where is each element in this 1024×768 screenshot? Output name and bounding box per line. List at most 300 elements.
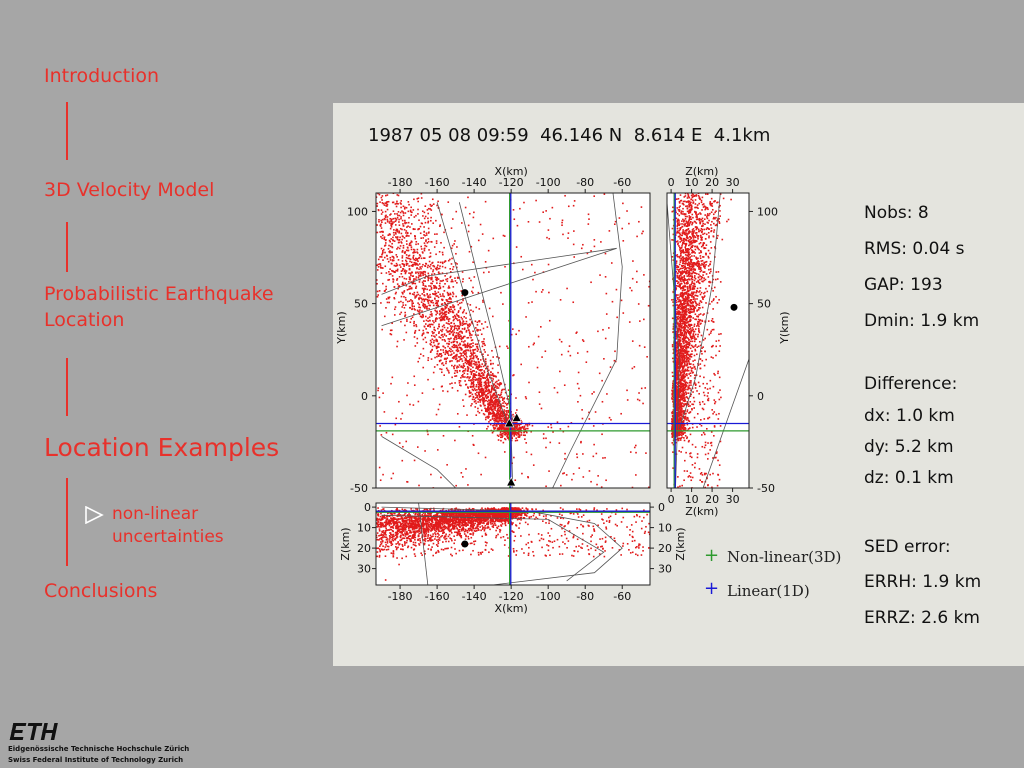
scatter-point (348, 183, 350, 185)
scatter-point (386, 205, 388, 207)
scatter-point (701, 296, 703, 298)
scatter-point (444, 333, 446, 335)
scatter-point (415, 173, 417, 175)
scatter-point (470, 386, 472, 388)
scatter-point (430, 311, 432, 313)
scatter-point (406, 222, 408, 224)
scatter-point (420, 232, 422, 234)
scatter-point (635, 474, 637, 476)
scatter-point (371, 208, 373, 210)
scatter-point (376, 185, 378, 187)
scatter-point (352, 238, 354, 240)
scatter-point (694, 341, 696, 343)
scatter-point (466, 377, 468, 379)
scatter-point (384, 245, 386, 247)
scatter-point (448, 319, 450, 321)
scatter-point (487, 416, 489, 418)
scatter-point (441, 299, 443, 301)
scatter-point (415, 215, 417, 217)
scatter-point (519, 429, 521, 431)
scatter-point (523, 427, 525, 429)
scatter-point (399, 264, 401, 266)
nav-probabilistic-location[interactable]: Probabilistic Earthquake Location (44, 283, 274, 331)
scatter-point (436, 287, 438, 289)
scatter-point (448, 320, 450, 322)
scatter-point (396, 219, 398, 221)
scatter-point (452, 245, 454, 247)
scatter-point (436, 233, 438, 235)
scatter-point (399, 313, 401, 315)
scatter-point (369, 225, 371, 227)
scatter-point (369, 204, 371, 206)
scatter-point (392, 278, 394, 280)
scatter-point (498, 427, 500, 429)
scatter-point (596, 484, 598, 486)
scatter-point (361, 190, 363, 192)
scatter-point (427, 265, 429, 267)
scatter-point (458, 360, 460, 362)
scatter-point (431, 358, 433, 360)
scatter-point (413, 404, 415, 406)
scatter-point (440, 477, 442, 479)
scatter-point (473, 444, 475, 446)
scatter-point (447, 327, 449, 329)
scatter-point (399, 239, 401, 241)
scatter-point (602, 457, 604, 459)
scatter-point (419, 311, 421, 313)
scatter-point (388, 248, 390, 250)
scatter-point (423, 257, 425, 259)
scatter-point (459, 382, 461, 384)
scatter-point (616, 317, 618, 319)
scatter-point (545, 437, 547, 439)
scatter-point (696, 281, 698, 283)
scatter-point (710, 261, 712, 263)
scatter-point (414, 216, 416, 218)
scatter-point (454, 277, 456, 279)
scatter-point (355, 261, 357, 263)
scatter-point (454, 365, 456, 367)
scatter-point (379, 425, 381, 427)
scatter-point (688, 270, 690, 272)
scatter-point (496, 413, 498, 415)
scatter-point (444, 340, 446, 342)
scatter-point (359, 237, 361, 239)
scatter-point (453, 323, 455, 325)
scatter-point (400, 321, 402, 323)
scatter-point (488, 380, 490, 382)
scatter-point (488, 414, 490, 416)
scatter-point (424, 245, 426, 247)
scatter-point (700, 255, 702, 257)
scatter-point (399, 248, 401, 250)
scatter-point (606, 293, 608, 295)
scatter-point (407, 289, 409, 291)
scatter-point (469, 331, 471, 333)
scatter-point (561, 354, 563, 356)
scatter-point (589, 470, 591, 472)
scatter-point (411, 309, 413, 311)
scatter-point (481, 375, 483, 377)
scatter-point (431, 342, 433, 344)
scatter-point (564, 384, 566, 386)
scatter-point (370, 300, 372, 302)
scatter-point (404, 307, 406, 309)
scatter-point (483, 272, 485, 274)
scatter-point (416, 338, 418, 340)
scatter-point (485, 409, 487, 411)
scatter-point (469, 333, 471, 335)
scatter-point (483, 389, 485, 391)
max-likelihood-dot (461, 289, 468, 296)
scatter-point (406, 278, 408, 280)
scatter-point (427, 222, 429, 224)
scatter-point (426, 306, 428, 308)
scatter-point (459, 370, 461, 372)
scatter-point (375, 176, 377, 178)
scatter-point (393, 229, 395, 231)
scatter-point (546, 237, 548, 239)
scatter-point (386, 272, 388, 274)
scatter-point (443, 435, 445, 437)
scatter-point (641, 233, 643, 235)
scatter-point (454, 382, 456, 384)
scatter-point (467, 327, 469, 329)
scatter-point (451, 281, 453, 283)
scatter-point (465, 349, 467, 351)
scatter-point (391, 251, 393, 253)
scatter-point (392, 473, 394, 475)
scatter-point (371, 239, 373, 241)
scatter-point (454, 327, 456, 329)
scatter-point (694, 325, 696, 327)
scatter-point (472, 358, 474, 360)
scatter-point (586, 361, 588, 363)
scatter-point (455, 355, 457, 357)
scatter-point (568, 351, 570, 353)
scatter-point (430, 220, 432, 222)
nav-location-examples[interactable]: Location Examples (44, 433, 280, 462)
scatter-point (517, 440, 519, 442)
scatter-point (532, 425, 534, 427)
scatter-point (373, 172, 375, 174)
scatter-point (543, 438, 545, 440)
scatter-point (595, 411, 597, 413)
scatter-point (489, 381, 491, 383)
scatter-point (333, 232, 335, 234)
scatter-point (517, 432, 519, 434)
scatter-point (483, 393, 485, 395)
scatter-point (351, 176, 353, 178)
scatter-point (352, 193, 354, 195)
scatter-point (407, 257, 409, 259)
scatter-point (414, 336, 416, 338)
scatter-point (404, 223, 406, 225)
scatter-point (501, 412, 503, 414)
scatter-point (401, 239, 403, 241)
scatter-point (477, 322, 479, 324)
scatter-point (446, 322, 448, 324)
scatter-point (383, 237, 385, 239)
scatter-point (438, 268, 440, 270)
scatter-point (480, 370, 482, 372)
nav-conclusions[interactable]: Conclusions (44, 580, 158, 602)
scatter-point (461, 472, 463, 474)
scatter-point (400, 266, 402, 268)
scatter-point (442, 266, 444, 268)
scatter-point (542, 211, 544, 213)
scatter-point (519, 425, 521, 427)
scatter-point (470, 309, 472, 311)
scatter-point (452, 281, 454, 283)
scatter-point (539, 403, 541, 405)
scatter-point (476, 384, 478, 386)
scatter-point (341, 227, 343, 229)
scatter-point (414, 332, 416, 334)
scatter-point (533, 344, 535, 346)
scatter-point (470, 349, 472, 351)
scatter-point (644, 387, 646, 389)
scatter-point (489, 391, 491, 393)
scatter-point (349, 189, 351, 191)
scatter-point (465, 368, 467, 370)
scatter-point (418, 304, 420, 306)
scatter-point (689, 326, 691, 328)
scatter-point (676, 285, 678, 287)
scatter-point (398, 301, 400, 303)
scatter-point (503, 401, 505, 403)
scatter-point (461, 337, 463, 339)
scatter-point (587, 351, 589, 353)
scatter-point (551, 427, 553, 429)
scatter-point (414, 292, 416, 294)
scatter-point (513, 457, 515, 459)
scatter-point (539, 221, 541, 223)
scatter-point (428, 304, 430, 306)
scatter-point (542, 289, 544, 291)
scatter-point (451, 327, 453, 329)
scatter-point (441, 363, 443, 365)
scatter-point (436, 340, 438, 342)
scatter-point (383, 167, 385, 169)
scatter-point (433, 203, 435, 205)
scatter-point (478, 361, 480, 363)
scatter-point (462, 318, 464, 320)
scatter-point (448, 312, 450, 314)
scatter-point (499, 346, 501, 348)
scatter-point (682, 208, 684, 210)
scatter-point (447, 351, 449, 353)
scatter-point (354, 253, 356, 255)
scatter-point (463, 405, 465, 407)
scatter-point (608, 327, 610, 329)
scatter-point (415, 271, 417, 273)
scatter-point (396, 201, 398, 203)
scatter-point (444, 353, 446, 355)
scatter-point (487, 378, 489, 380)
scatter-point (374, 188, 376, 190)
scatter-point (471, 374, 473, 376)
scatter-point (412, 275, 414, 277)
scatter-point (425, 316, 427, 318)
scatter-point (478, 292, 480, 294)
scatter-point (441, 304, 443, 306)
scatter-point (402, 260, 404, 262)
scatter-point (418, 177, 420, 179)
scatter-point (719, 215, 721, 217)
scatter-point (485, 417, 487, 419)
scatter-point (396, 229, 398, 231)
scatter-point (466, 356, 468, 358)
scatter-point (427, 320, 429, 322)
scatter-point (406, 257, 408, 259)
scatter-point (483, 343, 485, 345)
scatter-point (487, 396, 489, 398)
scatter-point (449, 306, 451, 308)
scatter-point (373, 241, 375, 243)
scatter-point (455, 317, 457, 319)
scatter-point (460, 355, 462, 357)
scatter-point (404, 229, 406, 231)
scatter-point (698, 213, 700, 215)
scatter-point (427, 301, 429, 303)
scatter-point (390, 273, 392, 275)
scatter-point (406, 319, 408, 321)
scatter-point (415, 283, 417, 285)
scatter-point (371, 200, 373, 202)
scatter-point (372, 187, 374, 189)
scatter-point (475, 403, 477, 405)
scatter-point (463, 341, 465, 343)
scatter-point (417, 310, 419, 312)
scatter-point (482, 400, 484, 402)
scatter-point (699, 243, 701, 245)
scatter-point (534, 272, 536, 274)
scatter-point (412, 316, 414, 318)
scatter-point (451, 258, 453, 260)
scatter-point (484, 414, 486, 416)
scatter-point (525, 398, 527, 400)
scatter-point (426, 320, 428, 322)
scatter-point (466, 331, 468, 333)
scatter-point (490, 401, 492, 403)
scatter-point (507, 403, 509, 405)
scatter-point (416, 295, 418, 297)
scatter-point (453, 243, 455, 245)
scatter-point (692, 229, 694, 231)
scatter-point (488, 250, 490, 252)
nav-3d-velocity-model[interactable]: 3D Velocity Model (44, 179, 215, 201)
scatter-point (452, 350, 454, 352)
scatter-point (436, 280, 438, 282)
scatter-point (410, 233, 412, 235)
scatter-point (501, 434, 503, 436)
scatter-point (437, 261, 439, 263)
scatter-point (684, 432, 686, 434)
scatter-point (464, 323, 466, 325)
nav-introduction[interactable]: Introduction (44, 65, 160, 87)
scatter-point (683, 400, 685, 402)
scatter-point (393, 256, 395, 258)
scatter-point (358, 223, 360, 225)
scatter-point (385, 216, 387, 218)
scatter-point (548, 238, 550, 240)
scatter-point (473, 390, 475, 392)
scatter-point (435, 303, 437, 305)
scatter-point (460, 377, 462, 379)
scatter-point (365, 220, 367, 222)
scatter-point (681, 343, 683, 345)
scatter-point (642, 403, 644, 405)
scatter-point (485, 457, 487, 459)
scatter-point (478, 392, 480, 394)
scatter-point (690, 319, 692, 321)
scatter-point (379, 189, 381, 191)
scatter-point (463, 316, 465, 318)
scatter-point (409, 245, 411, 247)
scatter-point (378, 259, 380, 261)
scatter-point (449, 333, 451, 335)
nav-sub-nonlinear-uncertainties[interactable]: non-linear uncertainties (112, 504, 224, 547)
scatter-point (507, 433, 509, 435)
scatter-point (440, 242, 442, 244)
scatter-point (679, 374, 681, 376)
scatter-point (495, 382, 497, 384)
scatter-point (484, 344, 486, 346)
scatter-point (398, 221, 400, 223)
scatter-point (577, 352, 579, 354)
scatter-point (504, 428, 506, 430)
scatter-point (461, 353, 463, 355)
scatter-point (424, 337, 426, 339)
scatter-point (505, 410, 507, 412)
scatter-point (453, 329, 455, 331)
scatter-point (459, 334, 461, 336)
scatter-point (455, 296, 457, 298)
scatter-point (428, 238, 430, 240)
scatter-point (593, 391, 595, 393)
scatter-point (453, 352, 455, 354)
scatter-point (627, 399, 629, 401)
scatter-point (402, 220, 404, 222)
scatter-point (374, 163, 376, 165)
scatter-point (463, 370, 465, 372)
scatter-point (604, 193, 606, 195)
scatter-point (441, 355, 443, 357)
scatter-point (688, 225, 690, 227)
scatter-point (576, 453, 578, 455)
scatter-point (687, 377, 689, 379)
scatter-point (686, 191, 688, 193)
scatter-point (441, 386, 443, 388)
scatter-point (402, 413, 404, 415)
scatter-point (489, 385, 491, 387)
scatter-point (394, 298, 396, 300)
scatter-point (419, 309, 421, 311)
scatter-point (409, 226, 411, 228)
scatter-point (439, 317, 441, 319)
scatter-point (515, 333, 517, 335)
scatter-point (691, 277, 693, 279)
scatter-point (690, 160, 692, 161)
scatter-point (438, 291, 440, 293)
scatter-point (425, 222, 427, 224)
scatter-point (369, 225, 371, 227)
scatter-point (353, 238, 355, 240)
scatter-point (445, 350, 447, 352)
scatter-point (436, 293, 438, 295)
scatter-point (496, 402, 498, 404)
